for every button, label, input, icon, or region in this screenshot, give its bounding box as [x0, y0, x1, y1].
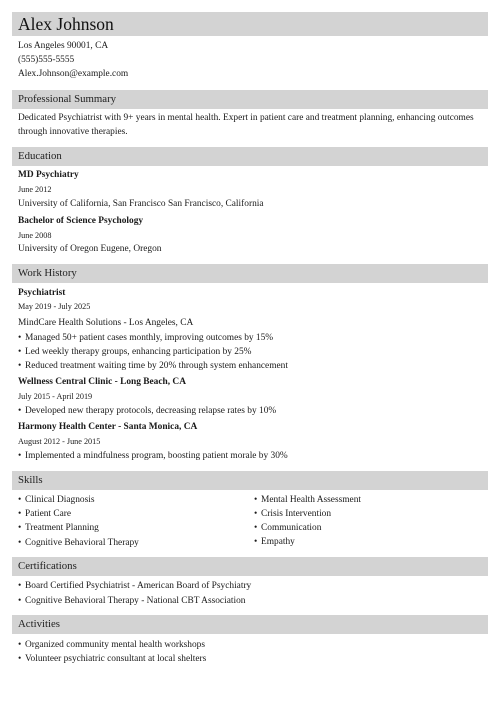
bullet-icon: • — [18, 406, 22, 416]
education-school: University of Oregon Eugene, Oregon — [18, 244, 162, 254]
bullet-icon: • — [254, 523, 258, 533]
list-item: • Treatment Planning — [18, 523, 99, 533]
education-date: June 2012 — [18, 185, 52, 194]
bullet-icon: • — [254, 495, 258, 505]
bullet-icon: • — [18, 654, 22, 664]
bullet-icon: • — [254, 537, 258, 547]
list-item: • Organized community mental health workshops — [18, 640, 205, 650]
bullet-icon: • — [18, 538, 22, 548]
bullet-icon: • — [254, 509, 258, 519]
email: Alex.Johnson@example.com — [18, 69, 129, 79]
bullet-icon: • — [18, 523, 22, 533]
certifications-section-bar — [12, 557, 488, 576]
list-item: • Cognitive Behavioral Therapy — [18, 538, 139, 548]
list-item: • Mental Health Assessment — [254, 495, 361, 505]
activities-section-title: Activities — [18, 618, 60, 630]
job-role: Wellness Central Clinic - Long Beach, CA — [18, 377, 186, 387]
list-item: • Managed 50+ patient cases monthly, improving outcomes by 15% — [18, 333, 274, 343]
job-date: July 2015 - April 2019 — [18, 392, 93, 401]
skills-section-bar — [12, 471, 488, 490]
list-item: • Led weekly therapy groups, enhancing participation by 25% — [18, 347, 252, 357]
list-item: • Clinical Diagnosis — [18, 495, 95, 505]
work-section-bar — [12, 264, 488, 283]
job-date: May 2019 - July 2025 — [18, 302, 91, 311]
education-date: June 2008 — [18, 231, 52, 240]
education-degree: Bachelor of Science Psychology — [18, 216, 144, 226]
bullet-icon: • — [18, 596, 22, 606]
list-item: • Patient Care — [18, 509, 72, 519]
phone: (555)555-5555 — [18, 55, 75, 65]
bullet-icon: • — [18, 640, 22, 650]
activities-section-bar — [12, 615, 488, 634]
education-section-bar — [12, 147, 488, 166]
job-company: MindCare Health Solutions - Los Angeles, CA — [18, 318, 194, 328]
list-item: • Cognitive Behavioral Therapy - National CBT Association — [18, 596, 246, 606]
list-item: • Volunteer psychiatric consultant at local shelters — [18, 654, 207, 664]
bullet-icon: • — [18, 333, 22, 343]
address: Los Angeles 90001, CA — [18, 41, 109, 51]
candidate-name: Alex Johnson — [18, 14, 114, 34]
summary-section-title: Professional Summary — [18, 93, 117, 105]
bullet-icon: • — [18, 509, 22, 519]
job-date: August 2012 - June 2015 — [18, 437, 101, 446]
list-item: • Reduced treatment waiting time by 20% through system enhancement — [18, 361, 288, 371]
education-degree: MD Psychiatry — [18, 170, 79, 180]
summary-text: Dedicated Psychiatrist with 9+ years in mental health. Expert in patient care and treatment planning, enhancing outcomes through innovative therapies. — [18, 113, 474, 137]
list-item: • Implemented a mindfulness program, boosting patient morale by 30% — [18, 451, 288, 461]
bullet-icon: • — [18, 495, 22, 505]
list-item: • Board Certified Psychiatrist - American Board of Psychiatry — [18, 581, 252, 591]
job-role: Harmony Health Center - Santa Monica, CA — [18, 422, 198, 432]
list-item: • Crisis Intervention — [254, 509, 332, 519]
skills-section-title: Skills — [18, 474, 43, 486]
list-item: • Empathy — [254, 537, 295, 547]
bullet-icon: • — [18, 581, 22, 591]
list-item: • Developed new therapy protocols, decreasing relapse rates by 10% — [18, 406, 277, 416]
bullet-icon: • — [18, 347, 22, 357]
job-role: Psychiatrist — [18, 288, 66, 298]
bullet-icon: • — [18, 451, 22, 461]
certifications-section-title: Certifications — [18, 560, 77, 572]
list-item: • Communication — [254, 523, 322, 533]
education-section-title: Education — [18, 150, 62, 162]
bullet-icon: • — [18, 361, 22, 371]
work-section-title: Work History — [18, 267, 77, 279]
education-school: University of California, San Francisco San Francisco, California — [18, 199, 264, 209]
